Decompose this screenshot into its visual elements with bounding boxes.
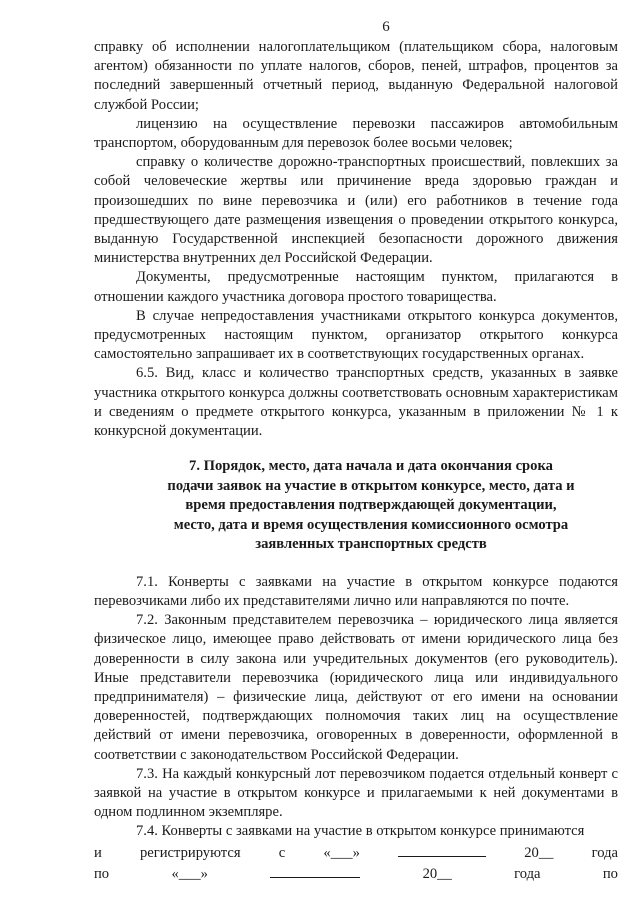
section-heading-line: место, дата и время осуществления комиссионного осмотра bbox=[173, 516, 569, 533]
blank-day: «___» bbox=[171, 865, 208, 882]
paragraph-tax-certificate: справку об исполнении налогоплательщиком (плательщиком сбора, налоговым агентом) обязанности по уплате налогов, сборов, пеней, штрафов, процентов за последний завершенный отчетный период, выданную Федеральной налоговой службой России; bbox=[94, 39, 618, 113]
section-heading-line: 7. Порядок, место, дата начала и дата окончания срока bbox=[189, 458, 553, 475]
paragraph-license: лицензию на осуществление перевозки пассажиров автомобильным транспортом, оборудованным для перевозок более восьми человек; bbox=[94, 115, 618, 152]
blank-word: года bbox=[514, 865, 541, 882]
blank-word: по bbox=[94, 865, 110, 882]
blank-month-line bbox=[398, 842, 486, 857]
blank-word: и bbox=[94, 844, 102, 861]
blank-word: года bbox=[591, 844, 618, 861]
paragraph-accidents-certificate: справку о количестве дорожно-транспортных происшествий, повлекших за собой человеческие жертвы или причинение вреда здоровью граждан и произошедших по вине перевозчика и (или) его работников в течение года предшествующего дате размещения извещения о проведении открытого конкурса, выданную Государственной инспекцией безопасности дорожного движения министерства внутренних дел Российской Федерации. bbox=[94, 154, 618, 267]
paragraph-7-3: 7.3. На каждый конкурсный лот перевозчиком подается отдельный конверт с заявкой на участие в открытом конкурсе и прилагаемыми к ней документами в одном подлинном экземпляре. bbox=[94, 765, 618, 821]
section-heading-line: время предоставления подтверждающей документации, bbox=[185, 497, 557, 514]
date-blank-line-1 bbox=[94, 842, 618, 863]
blank-word: по bbox=[602, 865, 618, 882]
blank-month-line bbox=[270, 863, 360, 878]
paragraph-documents-request: В случае непредоставления участниками открытого конкурса документов, предусмотренных настоящим пунктом, организатор открытого конкурса самостоятельно запрашивает их в соответствующих государственных органах. bbox=[94, 307, 618, 363]
blank-year: 20__ bbox=[524, 844, 554, 861]
date-blank-line-2 bbox=[94, 863, 618, 884]
paragraph-7-2: 7.2. Законным представителем перевозчика – юридического лица является физическое лицо, имеющее право действовать от имени юридического лица без доверенности в силу закона или учредительных документов (его руководитель). Иные представители перевозчика (юридического лица или индивидуального предпринимателя) – физические лица, действуют от его имени на основании доверенностей, подтверждающих полномочия таких лиц на осуществление действий от имени перевозчика, оговоренных в доверенности, оформленной в соответствии с законодательством Российской Федерации. bbox=[94, 612, 618, 763]
paragraph-documents-partnership: Документы, предусмотренные настоящим пунктом, прилагаются в отношении каждого участника договора простого товарищества. bbox=[94, 269, 618, 305]
blank-day: «___» bbox=[323, 844, 360, 861]
blank-word: с bbox=[278, 844, 286, 861]
paragraph-7-1: 7.1. Конверты с заявками на участие в открытом конкурсе подаются перевозчиками либо их представителями лично или направляются по почте. bbox=[94, 573, 618, 609]
blank-year: 20__ bbox=[422, 865, 452, 882]
page-number: 6 bbox=[382, 19, 390, 35]
blank-word: регистрируются bbox=[139, 844, 241, 861]
section-heading-line: подачи заявок на участие в открытом конкурсе, место, дата и bbox=[167, 477, 575, 494]
paragraph-7-4: 7.4. Конверты с заявками на участие в открытом конкурсе принимаются bbox=[136, 823, 585, 840]
section-heading-7 bbox=[94, 457, 618, 555]
section-heading-line: заявленных транспортных средств bbox=[255, 536, 487, 553]
paragraph-6-5: 6.5. Вид, класс и количество транспортных средств, указанных в заявке участника открытого конкурса должны соответствовать основным характеристикам и сведениям о предмете открытого конкурса, указанным в приложении № 1 к конкурсной документации. bbox=[94, 365, 618, 440]
